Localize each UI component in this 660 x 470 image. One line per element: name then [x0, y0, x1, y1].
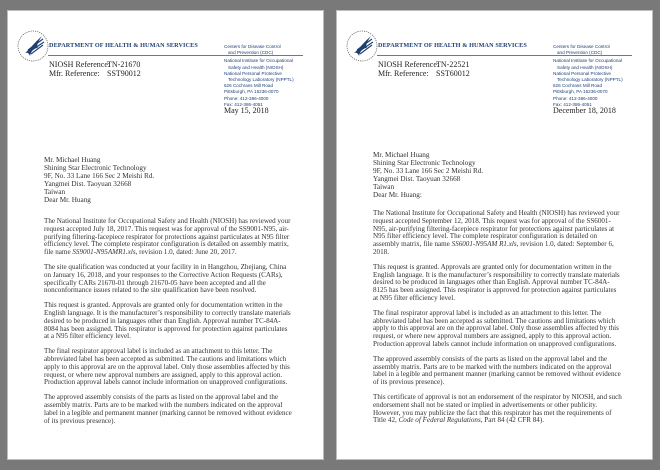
agency-line: Centers for Disease Control	[553, 44, 610, 49]
paragraph-text: , revision 1.0, dated: September 6, 2018.	[373, 240, 614, 256]
paragraph: This request is granted. Approvals are granted only for documentation written in the English language. It is the manufacturer’s responsibility to correctly translate materials desired to be produced in languages other than English. Approval number TC-84A-8084 has been assigned. This respirator is approved for protection against particulates at a N95 filter efficiency level.	[44, 301, 291, 341]
address-line: Yangmei Dist. Taoyuan 32668	[44, 180, 132, 188]
address-line: Mr. Michael Huang	[44, 156, 101, 164]
hhs-eagle-logo-icon	[345, 29, 379, 63]
hhs-eagle-logo-icon	[16, 29, 50, 63]
letter-body	[373, 210, 623, 432]
mfr-reference: SST90012	[107, 69, 141, 79]
salutation: Dear Mr. Huang	[44, 196, 91, 204]
agency-line: Safety and Health (NIOSH)	[557, 64, 613, 70]
agency-phone: Phone: 412-386-4000	[224, 95, 269, 101]
agency-line: Technology Laboratory (NPPTL)	[228, 77, 294, 83]
address-line: Shining Star Electronic Technology	[44, 164, 147, 172]
paragraph: The final respirator approval label is included as an attachment to this letter. The abbreviated label has been accepted as submitted. The cautions and limitations which apply to this approval are on the approval label. Only those assemblies affected by this request, or where new approval numbers are assigned, apply to this approval action. Production approval labels cannot include information on unapproved configurations.	[44, 347, 290, 387]
paragraph: The approved assembly consists of the parts as listed on the approval label and the assembly matrix. Parts are to be marked with the numbers indicated on the approval label in a legible and permanent manner (marking cannot be removed without evidence of its previous presence).	[373, 354, 621, 387]
agency-fax: Fax: 412-386-4051	[553, 101, 592, 107]
reference-block	[378, 60, 470, 79]
agency-line: Pittsburgh, PA 15236-0070	[224, 89, 279, 95]
address-line: Shining Star Electronic Technology	[373, 159, 476, 167]
niosh-reference: TN-22521	[436, 60, 470, 69]
paragraph	[373, 394, 623, 425]
niosh-reference-label: NIOSH Reference:	[378, 60, 440, 69]
mfr-reference: SST60012	[436, 69, 470, 79]
paragraph-text: , revision 1.0, dated: June 20, 2017.	[135, 248, 237, 257]
paragraph: The site qualification was conducted at your facility in in Hangzhou, Zhejiang, China on January 16, 2018, and your responses to the Corrective Action Requests (CARs), specifically CARs 21670-01 through 21670-05 have been accepted and all the nonconformance issues related to the site qualification have been resolved.	[44, 262, 287, 295]
agency-line: Technology Laboratory (NPPTL)	[557, 77, 623, 83]
agency-line: National Institute for Occupational	[553, 58, 622, 64]
agency-line: Pittsburgh, PA 15236-0070	[553, 89, 608, 95]
recipient-address	[44, 156, 154, 196]
letter-date: December 18, 2018	[553, 106, 616, 115]
address-line: Taiwan	[44, 188, 66, 196]
agency-line: Safety and Health (NIOSH)	[228, 64, 284, 70]
letter-page-left	[8, 11, 323, 459]
paragraph: The final respirator approval label is included as an attachment to this letter. The abbreviated label has been accepted as submitted. The cautions and limitations which apply to this approval are on the approval label. Only those assemblies affected by this request, or where new approval numbers are assigned, apply to this approval action. Production approval labels cannot include information on unapproved configurations.	[373, 308, 619, 348]
agency-line: and Prevention (CDC)	[228, 50, 274, 56]
assembly-matrix-filename: SS9001-N95AMR1.xls	[72, 248, 136, 257]
department-name: DEPARTMENT OF HEALTH & HUMAN SERVICES	[378, 42, 527, 49]
address-line: 9F, No. 33 Lane 166 Sec 2 Meishi Rd.	[373, 167, 484, 175]
salutation: Dear Mr. Huang:	[373, 191, 422, 199]
niosh-reference: TN-21670	[107, 60, 141, 69]
paragraph-text: , Part 84 (42 CFR 84).	[480, 416, 544, 425]
cfr-title: Code of Federal Regulations	[398, 416, 481, 425]
agency-line: Centers for Disease Control	[224, 44, 281, 49]
agency-line: and Prevention (CDC)	[557, 50, 603, 56]
reference-block	[49, 60, 141, 79]
letter-page-right	[337, 11, 652, 459]
agency-line: 626 Cochrans Mill Road	[553, 83, 603, 89]
address-line: Taiwan	[373, 183, 395, 191]
letter-date: May 15, 2018	[224, 106, 269, 115]
letter-body	[44, 218, 294, 432]
agency-address-block	[553, 44, 623, 108]
paragraph	[373, 210, 623, 257]
mfr-reference-label: Mfr. Reference:	[378, 69, 429, 79]
paragraph	[44, 218, 294, 257]
paragraph: The approved assembly consists of the parts as listed on the approval label and the assembly matrix. Parts are to be marked with the numbers indicated on the approval label in a legible and permanent manner (marking cannot be removed without evidence of its previous presence).	[44, 393, 292, 425]
address-line: 9F, No. 33 Lane 166 Sec 2 Meishi Rd.	[44, 172, 155, 180]
agency-fax: Fax: 412-386-4051	[224, 101, 263, 107]
agency-line: National Personal Protective	[224, 70, 282, 76]
assembly-matrix-filename: SS6001-N95AM R1.xls	[451, 240, 517, 249]
paragraph-text: The National Institute for Occupational Safety and Health (NIOSH) has reviewed your request accepted July 18, 2017. This request was for approval of the SS9001-N95, air-purifying filtering-facepiece respirator for protections against particulates at N95 filter efficiency level. The complete respirator configuration is detailed on assembly matrix, file name	[44, 217, 291, 257]
agency-line: National Institute for Occupational	[224, 58, 293, 64]
paragraph: This request is granted. Approvals are granted only for documentation written in the English language. It is the manufacturer’s responsibility to correctly translate materials desired to be produced in languages other than English. Approval number TC-84A-8125 has been assigned. This respirator is approved for protection against particulates at N95 filter efficiency level.	[373, 262, 620, 302]
paragraph-text: The National Institute for Occupational Safety and Health (NIOSH) has reviewed your request accepted September 12, 2018. This request was for approval of the SS6001-N95, air-purifying filtering-facepiece respirator for protections against particulates at N95 filter efficiency level. The complete respirator configuration is detailed on assembly matrix, file name	[373, 209, 620, 249]
department-name: DEPARTMENT OF HEALTH & HUMAN SERVICES	[49, 42, 198, 49]
address-line: Yangmei Dist. Taoyuan 32668	[373, 175, 461, 183]
paragraph-text: This certificate of approval is not an endorsement of the respirator by NIOSH, and such endorsement shall not be stated or implied in advertisements or other publicity. However, you may publicize the fact that this respirator has met the requirements of Title 42,	[373, 392, 622, 425]
recipient-address	[373, 151, 483, 191]
mfr-reference-label: Mfr. Reference:	[49, 69, 100, 79]
address-line: Mr. Michael Huang	[373, 151, 430, 159]
agency-phone: Phone: 412-386-4000	[553, 95, 598, 101]
agency-line: 626 Cochrans Mill Road	[224, 83, 274, 89]
agency-address-block	[224, 44, 294, 108]
agency-line: National Personal Protective	[553, 70, 611, 76]
niosh-reference-label: NIOSH Reference:	[49, 60, 111, 69]
